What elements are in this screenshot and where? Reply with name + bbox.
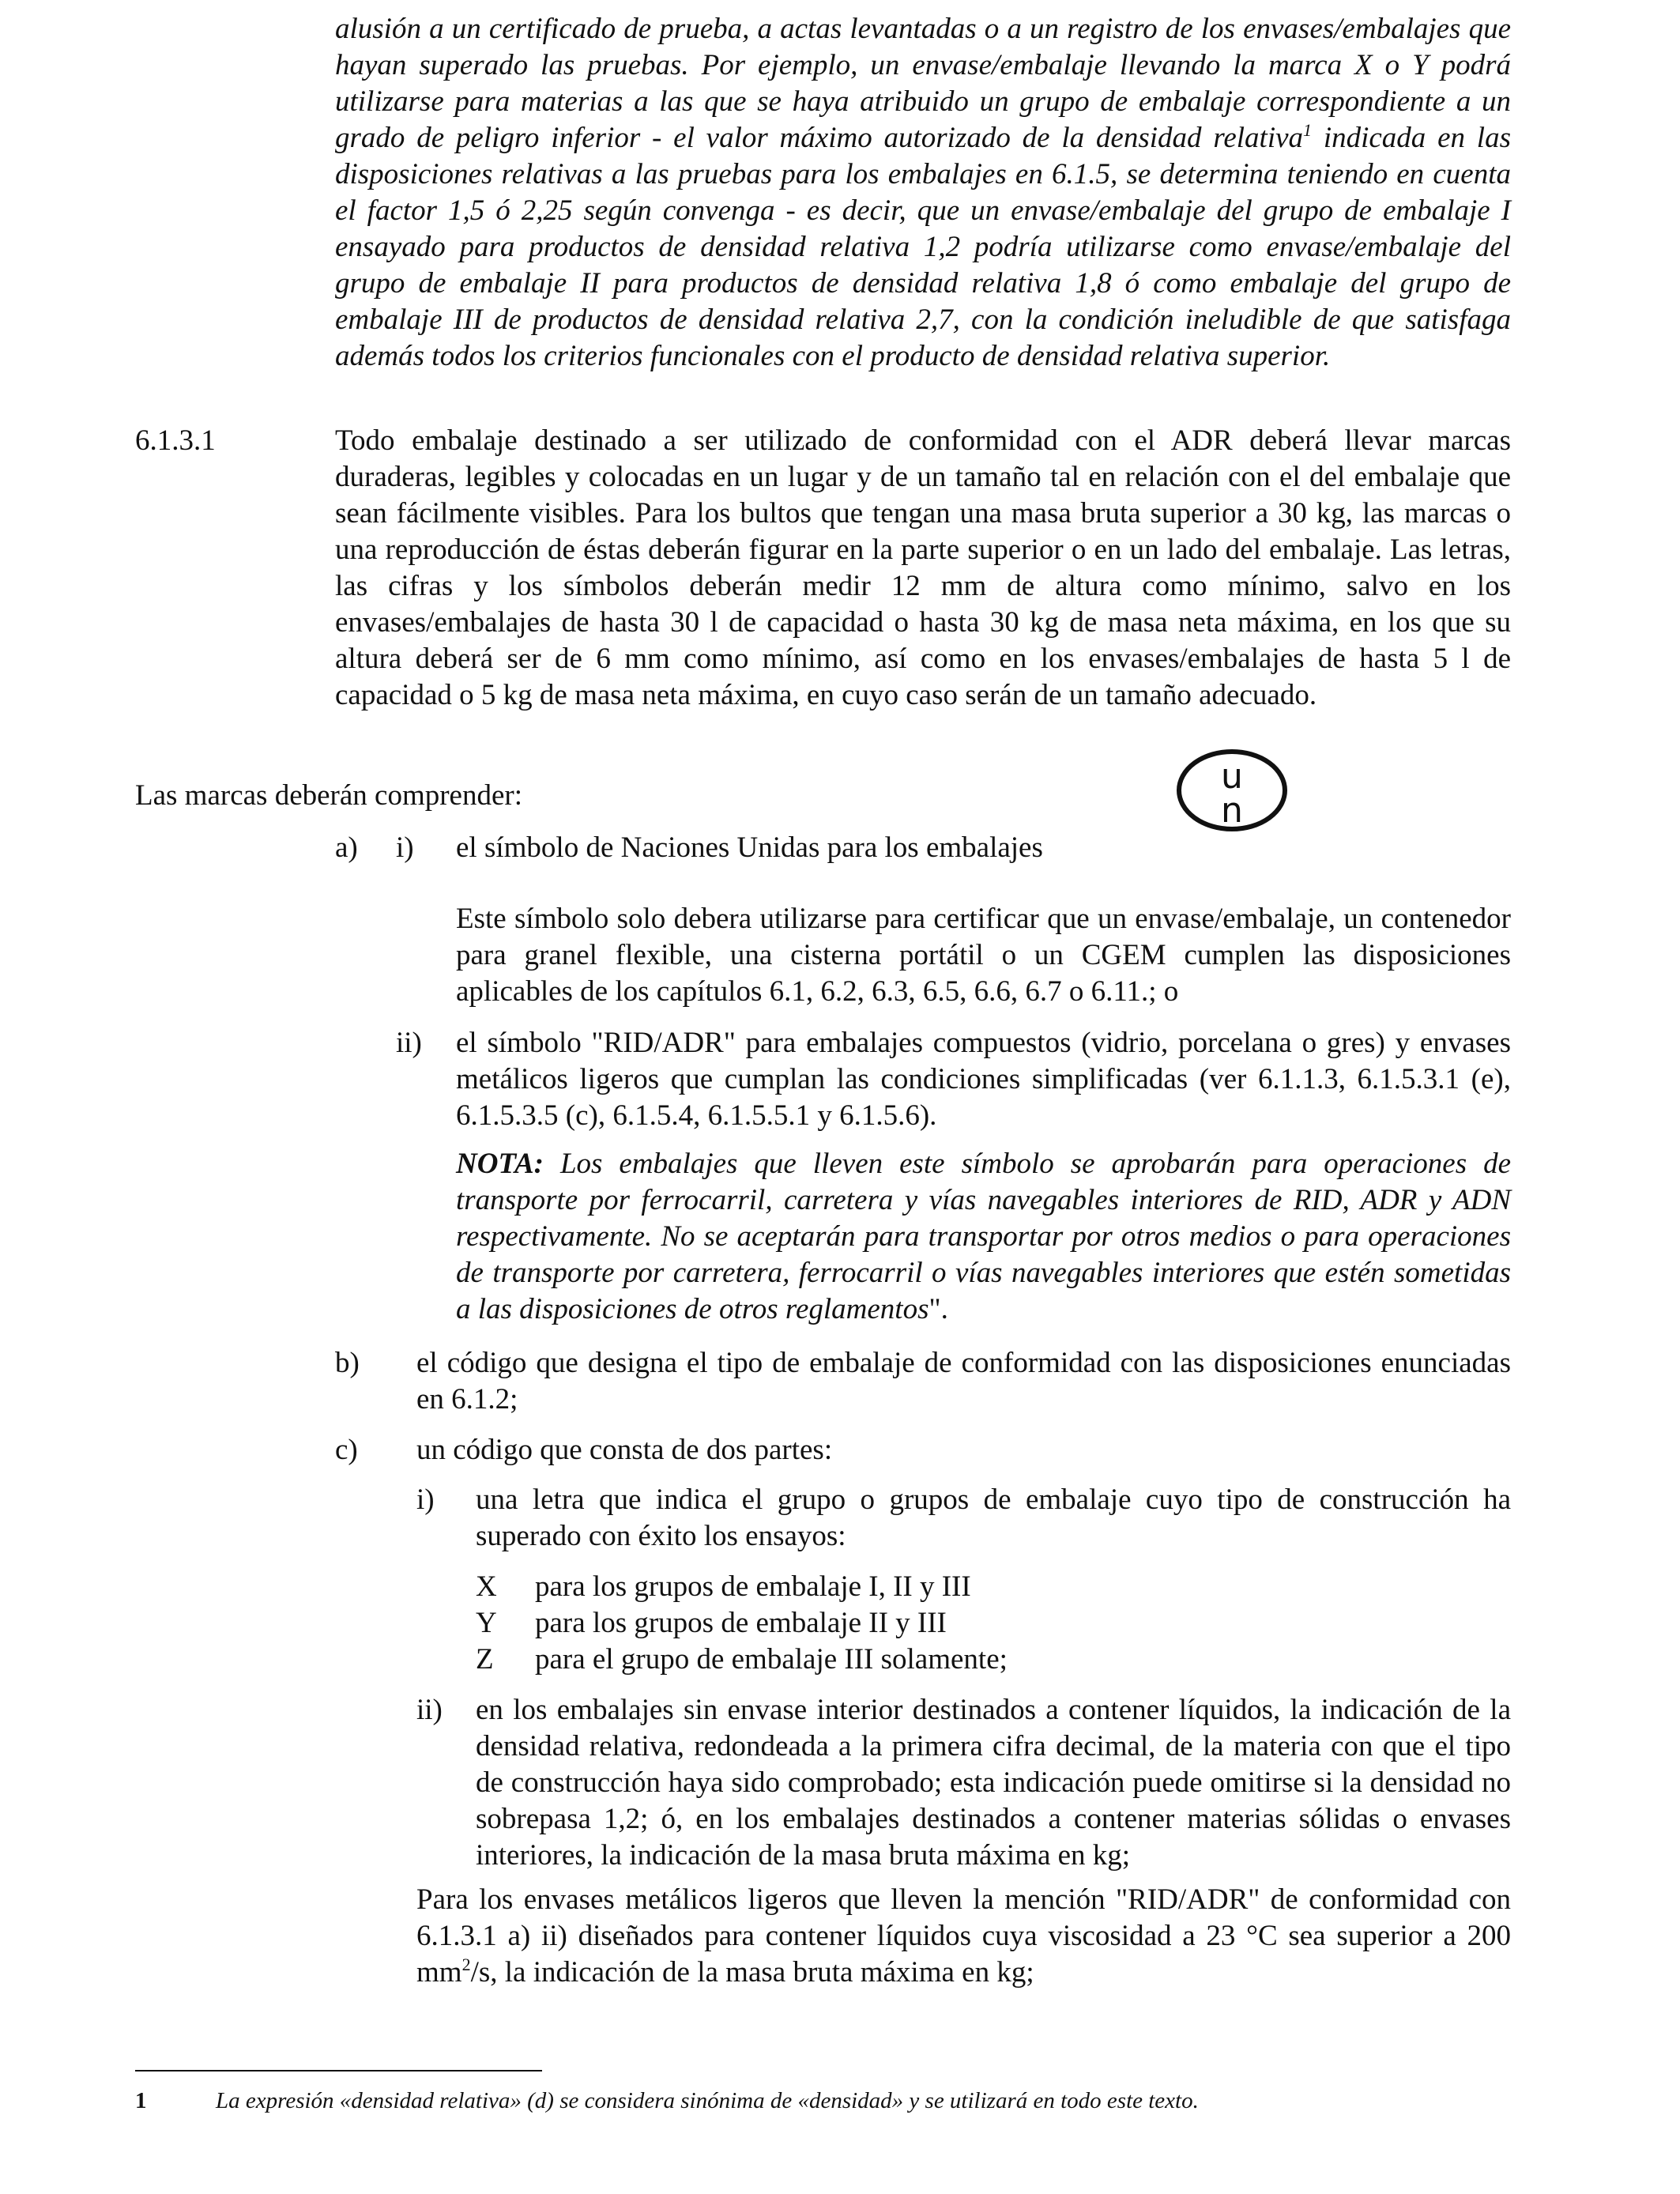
group-desc-y: para los grupos de embalaje II y III: [535, 1607, 947, 1639]
intro-text-part1: alusión a un certificado de prueba, a actas levantadas o a un registro de los envases/embalajes que hayan superado las pruebas. Por ejemplo, un envase/embalaje llevando la marca X o Y podrá utilizarse para materias a las que se haya atribuido un grupo de embalaje correspondiente a un grado de peligro inferior - el valor máximo autorizado de la densidad relativa: [335, 13, 1511, 154]
closing-text-part2: /s, la indicación de la masa bruta máxima en kg;: [470, 1956, 1034, 1989]
footnote-reference: 1: [1303, 120, 1313, 140]
item-a-ii-label: ii): [396, 1027, 422, 1059]
item-b-text: el código que designa el tipo de embalaje de conformidad con las disposiciones enunciadas en 6.1.2;: [416, 1347, 1511, 1416]
item-a-ii-nota: [456, 1146, 1511, 1328]
group-code: X: [476, 1570, 497, 1603]
nota-text: Los embalajes que lleven este símbolo se aprobarán para operaciones de transporte por ferrocarril, carretera y vías navegables interiores de RID, ADR y ADN respectivamente. No se aceptarán para transportar por otros medios o para operaciones de transporte por carretera, ferrocarril o vías navegables interiores que estén sometidas a las disposiciones de otros reglamentos: [456, 1148, 1511, 1325]
section-number: 6.1.3.1: [135, 424, 216, 457]
footnote-marker: 1: [135, 2088, 147, 2113]
item-c-letter: c): [335, 1434, 358, 1466]
group-code: Y: [476, 1607, 497, 1639]
un-logo-top-letter: u: [1221, 756, 1243, 797]
item-c-text: un código que consta de dos partes:: [416, 1434, 833, 1466]
group-desc-z: para el grupo de embalaje III solamente;: [535, 1643, 1008, 1676]
group-desc-x: para los grupos de embalaje I, II y III: [535, 1570, 971, 1603]
closing-text-part1: Para los envases metálicos ligeros que lleven la mención "RID/ADR" de conformidad con 6.1.3.1 a) ii) diseñados para contener líquidos cuya viscosidad a 23 °C sea superior a 200 mm: [416, 1883, 1511, 1989]
nota-end: ".: [929, 1293, 948, 1325]
un-packaging-symbol-icon: [1176, 748, 1288, 832]
section-paragraph: Todo embalaje destinado a ser utilizado de conformidad con el ADR deberá llevar marcas duraderas, legibles y colocadas en un lugar y de un tamaño tal en relación con el del embalaje que sean fácilmente visibles. Para los bultos que tengan una masa bruta superior a 30 kg, las marcas o una reproducción de éstas deberán figurar en la parte superior o en un lado del embalaje. Las letras, las cifras y los símbolos deberán medir 12 mm de altura como mínimo, salvo en los envases/embalajes de hasta 30 l de capacidad o hasta 30 kg de masa neta máxima, en los que su altura deberá ser de 6 mm como mínimo, así como en los envases/embalajes de hasta 5 l de capacidad o 5 kg de masa neta máxima, en cuyo caso serán de un tamaño adecuado.: [335, 424, 1511, 711]
un-logo-bottom-letter: n: [1221, 790, 1243, 831]
item-c-i-label: i): [416, 1483, 435, 1516]
closing-paragraph: [416, 1882, 1511, 1991]
item-a-i-text: el símbolo de Naciones Unidas para los embalajes: [456, 831, 1043, 864]
item-a-letter: a): [335, 831, 358, 864]
item-a-ii-text: el símbolo "RID/ADR" para embalajes compuestos (vidrio, porcelana o gres) y envases metálicos ligeros que cumplan las condiciones simplificadas (ver 6.1.1.3, 6.1.5.3.1 (e), 6.1.5.3.5 (c), 6.1.5.4, 6.1.5.5.1 y 6.1.5.6).: [456, 1027, 1511, 1132]
marks-intro: Las marcas deberán comprender:: [135, 779, 522, 812]
group-row-x: [476, 1569, 497, 1605]
group-row-y: [476, 1605, 497, 1642]
intro-text-part2: indicada en las disposiciones relativas a las pruebas para los embalajes en 6.1.5, se determina teniendo en cuenta el factor 1,5 ó 2,25 según convenga - es decir, que un envase/embalaje del grupo de embalaje I ensayado para productos de densidad relativa 1,2 podría utilizarse como envase/embalaje del grupo de embalaje II para productos de densidad relativa 1,8 ó como embalaje del grupo de embalaje III de productos de densidad relativa 2,7, con la condición ineludible de que satisfaga además todos los criterios funcionales con el producto de densidad relativa superior.: [335, 122, 1511, 372]
item-c-ii-text: en los embalajes sin envase interior destinados a contener líquidos, la indicación de la densidad relativa, redondeada a la primera cifra decimal, de la materia con que el tipo de construcción haya sido comprobado; esta indicación puede omitirse si la densidad no sobrepasa 1,2; ó, en los embalajes destinados a contener materias sólidas o envases interiores, la indicación de la masa bruta máxima en kg;: [476, 1694, 1511, 1872]
footnote-separator: [135, 2070, 542, 2071]
item-c-i-text: una letra que indica el grupo o grupos de embalaje cuyo tipo de construcción ha superado con éxito los ensayos:: [476, 1483, 1511, 1552]
intro-paragraph: [335, 11, 1511, 375]
nota-label: NOTA:: [456, 1148, 544, 1180]
item-b-letter: b): [335, 1347, 360, 1379]
item-c-ii-label: ii): [416, 1694, 443, 1726]
closing-superscript: 2: [461, 1955, 471, 1974]
group-row-z: [476, 1642, 494, 1678]
group-code: Z: [476, 1643, 494, 1676]
footnote-text: La expresión «densidad relativa» (d) se considera sinónima de «densidad» y se utilizará en todo este texto.: [216, 2088, 1199, 2113]
item-a-i-label: i): [396, 831, 414, 864]
item-a-i-note: Este símbolo solo debera utilizarse para certificar que un envase/embalaje, un contenedor para granel flexible, una cisterna portátil o un CGEM cumplen las disposiciones aplicables de los capítulos 6.1, 6.2, 6.3, 6.5, 6.6, 6.7 o 6.11.; o: [456, 903, 1511, 1008]
